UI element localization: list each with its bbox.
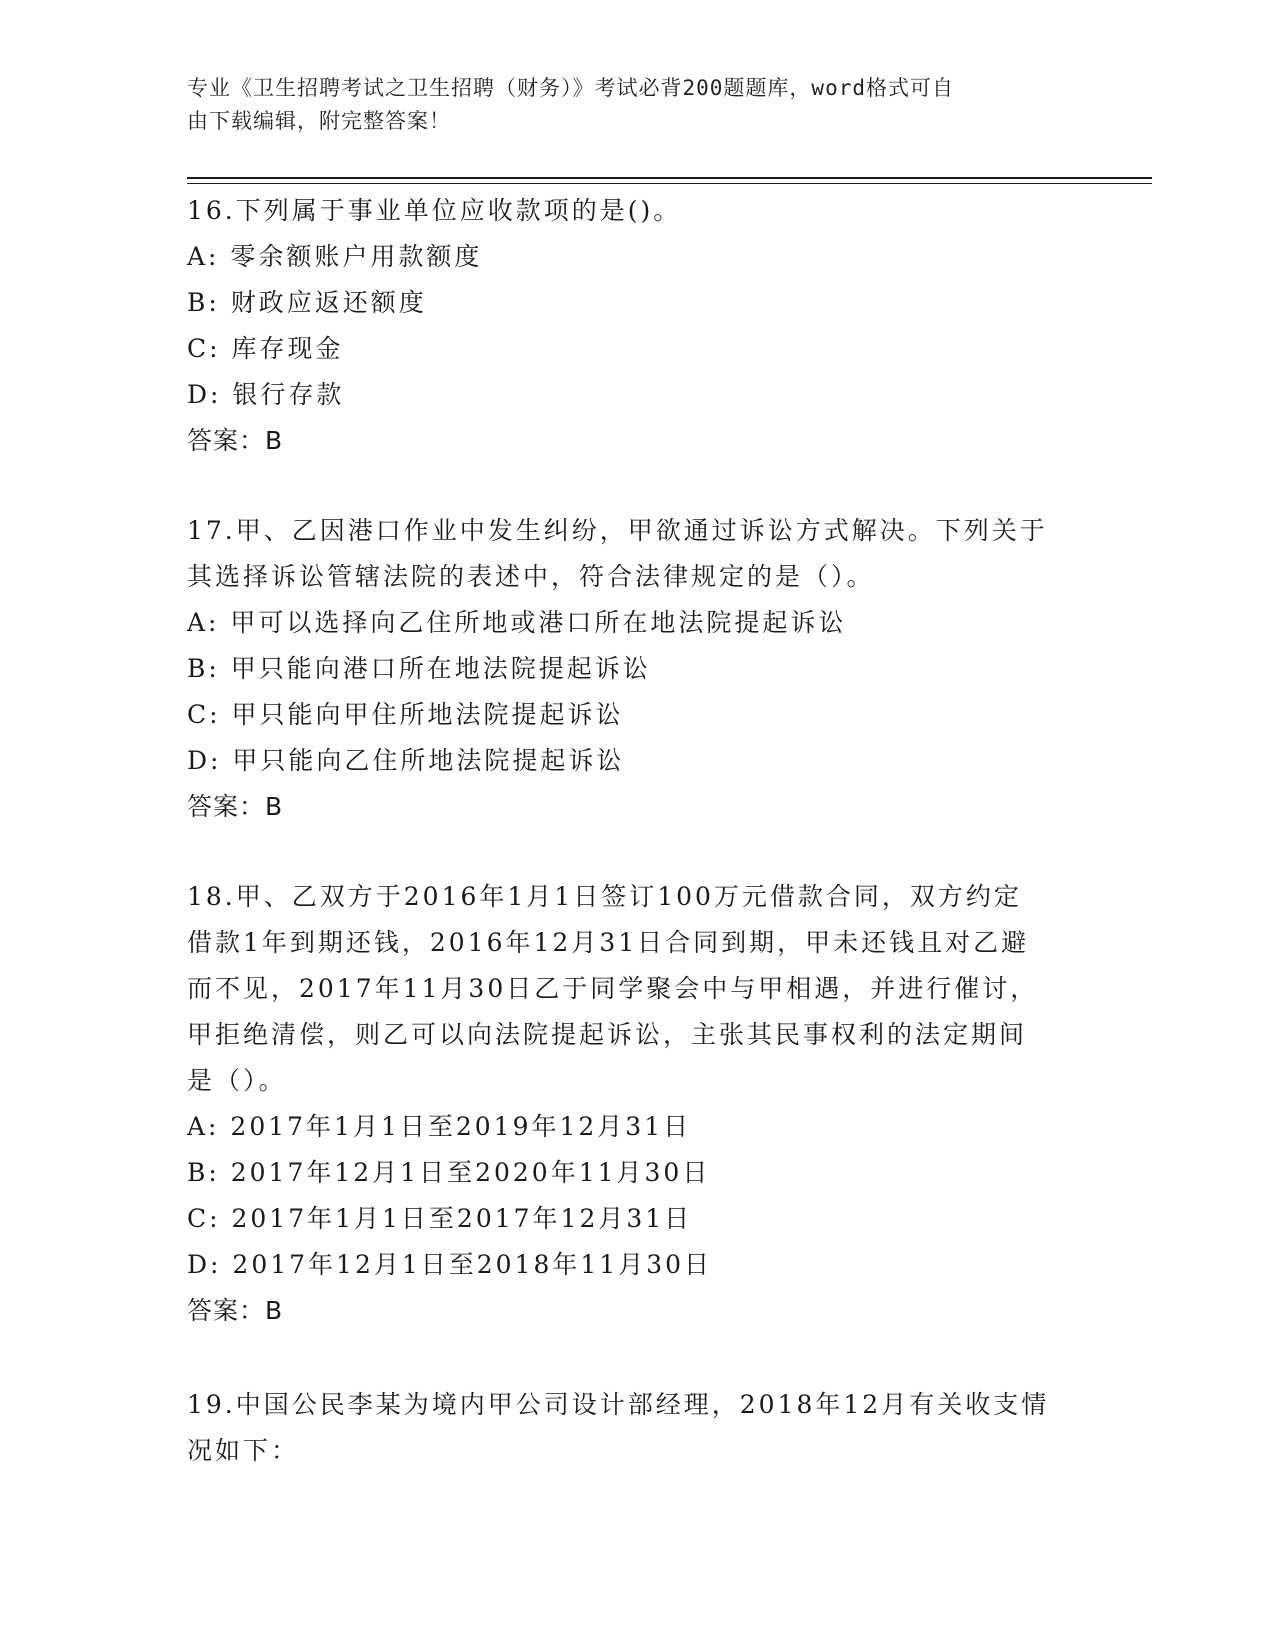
question-stem-line: 借款1年到期还钱，2016年12月31日合同到期，甲未还钱且对乙避 <box>187 928 1030 957</box>
question-stem-line: 18.甲、乙双方于2016年1月1日签订100万元借款合同，双方约定 <box>187 882 1022 911</box>
question-stem-line: 是（）。 <box>187 1066 287 1095</box>
header-divider-thin <box>187 183 1152 184</box>
option-b: B: 财政应返还额度 <box>187 288 427 317</box>
question-18 <box>187 874 1087 1334</box>
option-b: B: 2017年12月1日至2020年11月30日 <box>187 1158 711 1187</box>
option-a: A: 甲可以选择向乙住所地或港口所在地法院提起诉讼 <box>187 608 847 637</box>
question-stem-line: 17.甲、乙因港口作业中发生纠纷，甲欲通过诉讼方式解决。下列关于 <box>187 516 1048 545</box>
option-d: D: 银行存款 <box>187 380 345 409</box>
question-stem-line: 而不见，2017年11月30日乙于同学聚会中与甲相遇，并进行催讨， <box>187 974 1039 1003</box>
spacer <box>187 830 1087 874</box>
document-header <box>187 72 1067 138</box>
question-stem-line: 19.中国公民李某为境内甲公司设计部经理，2018年12月有关收支情 <box>187 1390 1050 1419</box>
option-c: C: 库存现金 <box>187 334 344 363</box>
answer-label: 答案：B <box>187 792 284 821</box>
option-c: C: 2017年1月1日至2017年12月31日 <box>187 1204 693 1233</box>
header-line-2: 由下载编辑，附完整答案！ <box>187 109 451 133</box>
question-19 <box>187 1382 1087 1474</box>
option-d: D: 2017年12月1日至2018年11月30日 <box>187 1250 713 1279</box>
option-b: B: 甲只能向港口所在地法院提起诉讼 <box>187 654 651 683</box>
question-stem-line: 况如下： <box>187 1436 300 1465</box>
question-16 <box>187 188 1087 464</box>
option-a: A: 零余额账户用款额度 <box>187 242 483 271</box>
question-list <box>187 188 1087 1474</box>
answer-label: 答案：B <box>187 1296 284 1325</box>
question-stem: 16.下列属于事业单位应收款项的是()。 <box>187 196 682 225</box>
spacer <box>187 1334 1087 1382</box>
question-stem-line: 其选择诉讼管辖法院的表述中，符合法律规定的是（）。 <box>187 562 875 591</box>
question-stem-line: 甲拒绝清偿，则乙可以向法院提起诉讼，主张其民事权利的法定期间 <box>187 1020 1028 1049</box>
answer-label: 答案：B <box>187 426 284 455</box>
option-d: D: 甲只能向乙住所地法院提起诉讼 <box>187 746 625 775</box>
option-c: C: 甲只能向甲住所地法院提起诉讼 <box>187 700 624 729</box>
option-a: A: 2017年1月1日至2019年12月31日 <box>187 1112 692 1141</box>
question-17 <box>187 508 1087 830</box>
header-line-1: 专业《卫生招聘考试之卫生招聘（财务）》考试必背200题题库，word格式可自 <box>187 76 954 100</box>
spacer <box>187 464 1087 508</box>
header-divider-thick <box>187 177 1152 179</box>
